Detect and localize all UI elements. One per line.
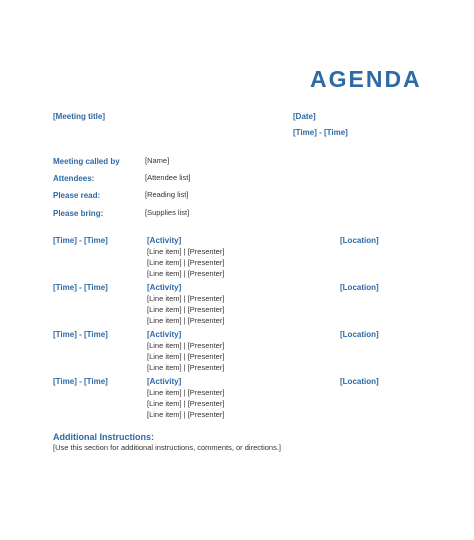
session-line-item: [Line item] | [Presenter] (147, 341, 225, 350)
session-line-item: [Line item] | [Presenter] (147, 316, 225, 325)
session-time: [Time] - [Time] (53, 283, 108, 292)
session-activity: [Activity] (147, 377, 182, 386)
session-line-item: [Line item] | [Presenter] (147, 399, 225, 408)
meeting-time-range: [Time] - [Time] (293, 128, 348, 137)
session-location: [Location] (340, 283, 379, 292)
additional-instructions-text: [Use this section for additional instructions, comments, or directions.] (53, 443, 282, 452)
detail-value-please-read: [Reading list] (145, 190, 189, 199)
session-line-item: [Line item] | [Presenter] (147, 305, 225, 314)
session-line-item: [Line item] | [Presenter] (147, 410, 225, 419)
session-activity: [Activity] (147, 283, 182, 292)
detail-label-attendees: Attendees: (53, 174, 95, 183)
additional-instructions-heading: Additional Instructions: (53, 432, 154, 442)
session-line-item: [Line item] | [Presenter] (147, 258, 225, 267)
session-line-item: [Line item] | [Presenter] (147, 388, 225, 397)
session-time: [Time] - [Time] (53, 377, 108, 386)
session-time: [Time] - [Time] (53, 236, 108, 245)
detail-value-please-bring: [Supplies list] (145, 208, 190, 217)
detail-value-called-by: [Name] (145, 156, 170, 165)
session-location: [Location] (340, 236, 379, 245)
detail-label-called-by: Meeting called by (53, 157, 120, 166)
session-location: [Location] (340, 377, 379, 386)
detail-label-please-bring: Please bring: (53, 209, 104, 218)
detail-value-attendees: [Attendee list] (145, 173, 191, 182)
meeting-date: [Date] (293, 112, 316, 121)
session-time: [Time] - [Time] (53, 330, 108, 339)
session-line-item: [Line item] | [Presenter] (147, 294, 225, 303)
session-line-item: [Line item] | [Presenter] (147, 247, 225, 256)
meeting-title: [Meeting title] (53, 112, 105, 121)
session-line-item: [Line item] | [Presenter] (147, 269, 225, 278)
session-activity: [Activity] (147, 236, 182, 245)
session-activity: [Activity] (147, 330, 182, 339)
detail-label-please-read: Please read: (53, 191, 101, 200)
session-line-item: [Line item] | [Presenter] (147, 352, 225, 361)
session-line-item: [Line item] | [Presenter] (147, 363, 225, 372)
session-location: [Location] (340, 330, 379, 339)
agenda-title: AGENDA (310, 66, 422, 92)
